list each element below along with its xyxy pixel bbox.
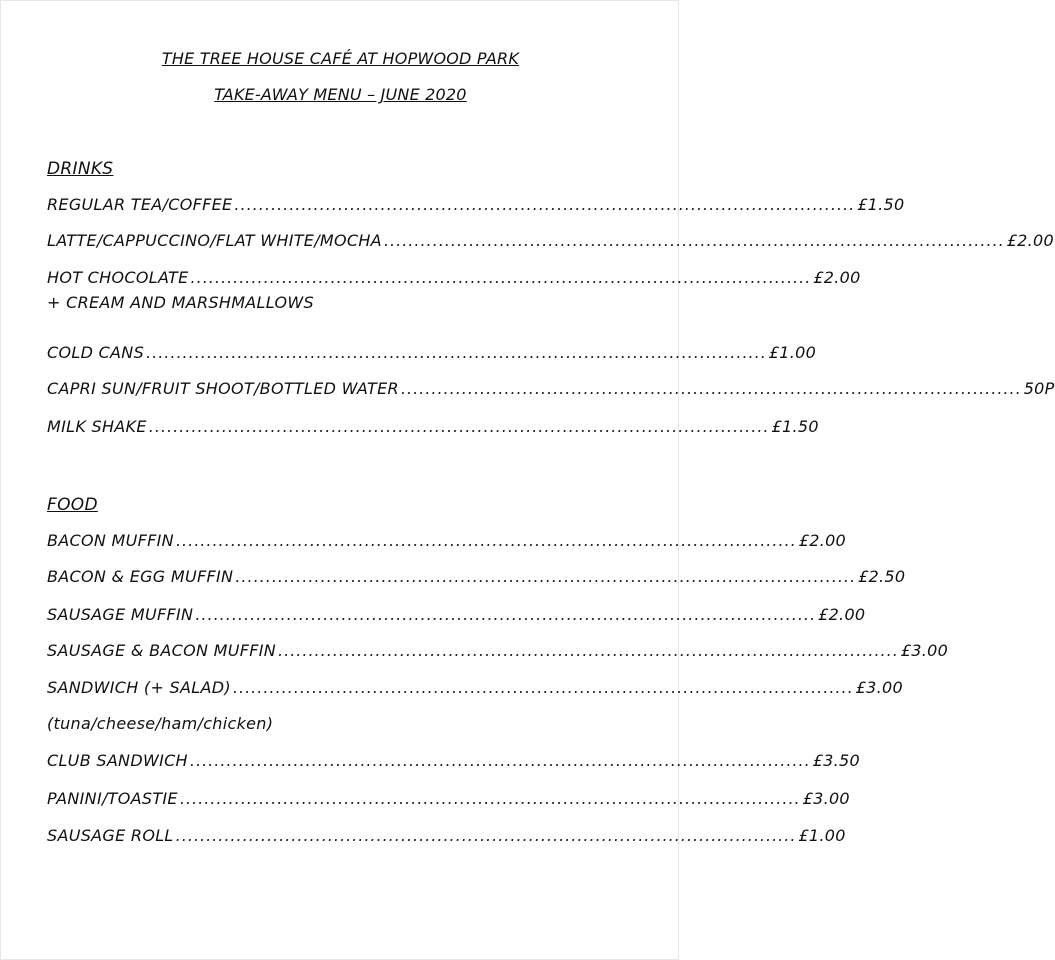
menu-item-latte <box>47 231 1055 255</box>
item-name: CAPRI SUN/FRUIT SHOOT/BOTTLED WATER <box>47 379 399 398</box>
item-name: SAUSAGE & BACON MUFFIN <box>47 641 277 660</box>
dot-leader: ...................................................................................................... <box>148 417 770 436</box>
menu-item-bacon-muffin <box>47 531 847 555</box>
item-name: CLUB SANDWICH <box>47 751 188 770</box>
item-price: £2.00 <box>798 531 847 550</box>
item-price: £1.50 <box>771 417 819 436</box>
item-price: £1.00 <box>768 343 817 362</box>
item-name: SANDWICH (+ SALAD) <box>47 678 231 697</box>
dot-leader: ...................................................................................................... <box>383 231 1005 250</box>
item-price: £2.00 <box>813 268 861 287</box>
menu-item-cold-cans <box>47 343 817 367</box>
item-price: £2.00 <box>1006 231 1055 250</box>
item-name: BACON & EGG MUFFIN <box>47 567 234 586</box>
dot-leader: ...................................................................................................... <box>232 678 854 697</box>
item-price: £3.00 <box>900 641 949 660</box>
dot-leader: ...................................................................................................... <box>146 343 767 362</box>
dot-leader: ...................................................................................................... <box>190 268 812 287</box>
item-name: MILK SHAKE <box>47 417 147 436</box>
cafe-title: THE TREE HOUSE CAFÉ AT HOPWOOD PARK <box>161 49 520 68</box>
dot-leader: ...................................................................................................... <box>400 379 1022 398</box>
dot-leader: ...................................................................................................... <box>175 531 797 550</box>
menu-item-bacon-egg-muffin <box>47 567 906 591</box>
item-price: £2.00 <box>818 605 866 624</box>
dot-leader: ...................................................................................................... <box>189 751 811 770</box>
menu-subtitle: TAKE-AWAY MENU – JUNE 2020 <box>214 85 467 104</box>
hot-chocolate-extra: + CREAM AND MARSHMALLOWS <box>47 293 314 312</box>
dot-leader: ...................................................................................................... <box>278 641 899 660</box>
menu-item-sausage-roll <box>47 826 846 850</box>
item-price: £2.50 <box>858 567 906 586</box>
dot-leader: ...................................................................................................... <box>179 789 801 808</box>
item-name: COLD CANS <box>47 343 145 362</box>
item-price: £3.50 <box>812 751 860 770</box>
item-name: HOT CHOCOLATE <box>47 268 189 287</box>
item-price: £1.50 <box>857 195 905 214</box>
menu-item-regular-tea-coffee <box>47 195 905 219</box>
drinks-heading: DRINKS <box>47 159 114 179</box>
menu-item-capri-sun <box>47 379 1055 403</box>
dot-leader: ...................................................................................................... <box>234 195 856 214</box>
menu-item-sausage-bacon-muffin <box>47 641 949 665</box>
menu-item-club-sandwich <box>47 751 860 775</box>
item-price: £1.00 <box>798 826 846 845</box>
menu-item-sausage-muffin <box>47 605 866 629</box>
item-name: REGULAR TEA/COFFEE <box>47 195 233 214</box>
item-name: SAUSAGE MUFFIN <box>47 605 194 624</box>
item-name: SAUSAGE ROLL <box>47 826 174 845</box>
item-price: 50P <box>1023 379 1055 398</box>
menu-item-milk-shake <box>47 417 819 441</box>
menu-item-sandwich <box>47 678 903 702</box>
item-name: LATTE/CAPPUCCINO/FLAT WHITE/MOCHA <box>47 231 382 250</box>
dot-leader: ...................................................................................................... <box>175 826 797 845</box>
menu-item-panini-toastie <box>47 789 850 813</box>
item-name: BACON MUFFIN <box>47 531 174 550</box>
sandwich-fillings: (tuna/cheese/ham/chicken) <box>47 714 274 733</box>
menu-item-hot-chocolate <box>47 268 861 292</box>
item-price: £3.00 <box>802 789 850 808</box>
item-price: £3.00 <box>855 678 903 697</box>
item-name: PANINI/TOASTIE <box>47 789 178 808</box>
dot-leader: ...................................................................................................... <box>195 605 817 624</box>
food-heading: FOOD <box>47 495 98 515</box>
dot-leader: ...................................................................................................... <box>235 567 857 586</box>
